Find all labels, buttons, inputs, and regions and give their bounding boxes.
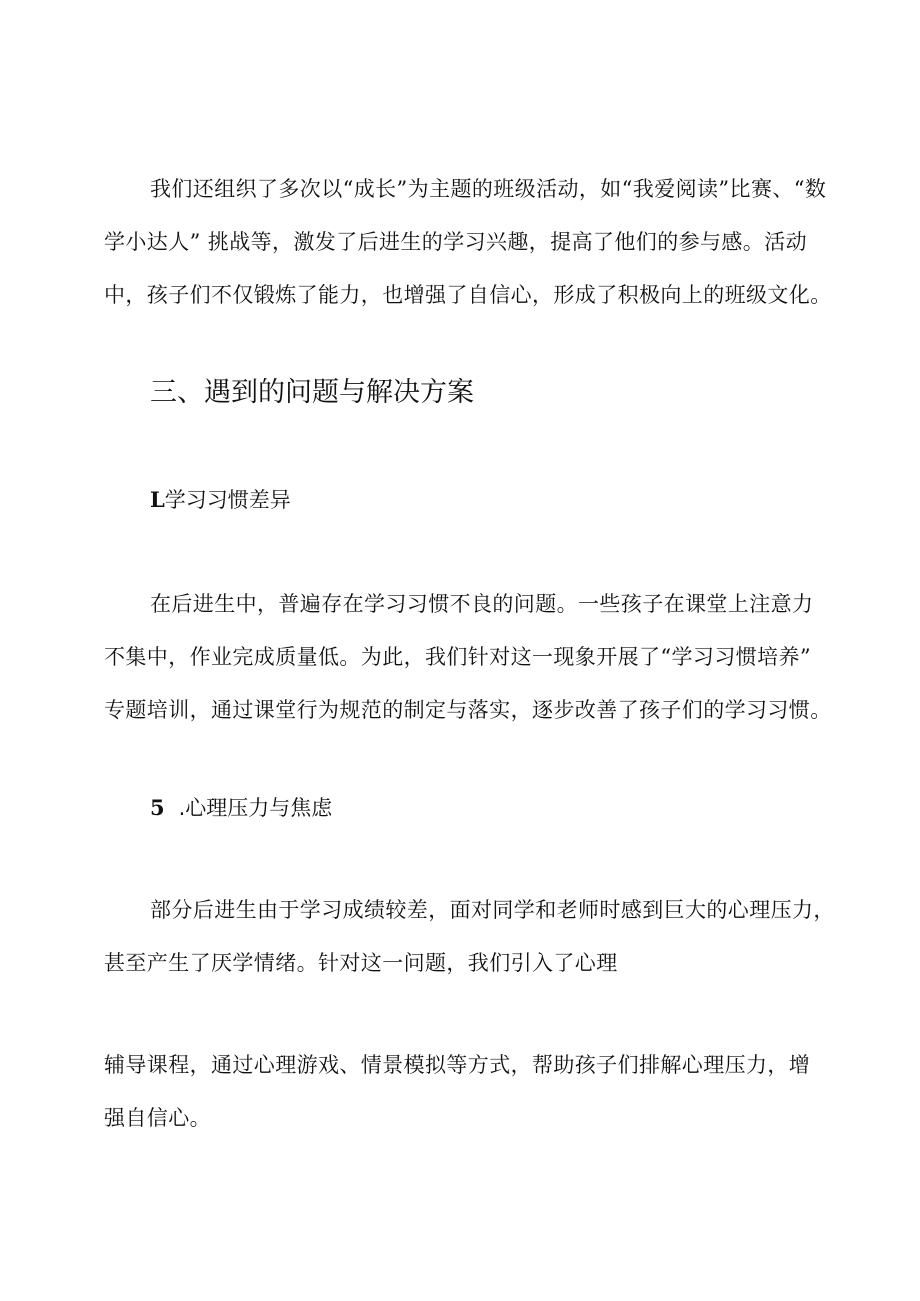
paragraph-line: 辅导课程，通过心理游戏、情景模拟等方式，帮助孩子们排解心理压力，增 [104, 1053, 811, 1077]
paragraph-psychological-pressure [104, 884, 835, 990]
subsection-title: 学习习惯差异 [164, 488, 291, 512]
paragraph-line: 在后进生中，普遍存在学习习惯不良的问题。一些孩子在课堂上注意力 [150, 592, 814, 616]
paragraph-line: 中，孩子们不仅锻炼了能力，也增强了自信心，形成了积极向上的班级文化。 [104, 283, 832, 307]
paragraph-line: 不集中，作业完成质量低。为此，我们针对这一现象开展了“学习习惯培养” [104, 645, 812, 669]
paragraph-line: 专题培训，通过课堂行为规范的制定与落实，逐步改善了孩子们的学习习惯。 [104, 698, 832, 722]
paragraph-line: 我们还组织了多次以“成长”为主题的班级活动，如“我爱阅读”比赛、“数 [150, 177, 827, 201]
paragraph-class-activities [104, 163, 832, 322]
subsection-number: L [150, 487, 165, 512]
paragraph-line: 学小达人” 挑战等，激发了后进生的学习兴趣，提高了他们的参与感。活动 [104, 230, 808, 254]
paragraph-line: 强自信心。 [104, 1106, 211, 1130]
subsection-heading-psychological-pressure [150, 791, 332, 825]
paragraph-counseling [104, 1039, 820, 1145]
section-heading: 三、遇到的问题与解决方案 [150, 377, 474, 408]
subsection-title: .心理压力与焦虑 [178, 796, 333, 820]
subsection-heading-study-habits [150, 483, 291, 517]
paragraph-line: 部分后进生由于学习成绩较差，面对同学和老师时感到巨大的心理压力， [150, 898, 835, 922]
paragraph-study-habits [104, 578, 832, 737]
paragraph-line: 甚至产生了厌学情绪。针对这一问题，我们引入了心理 [104, 951, 618, 975]
subsection-number: 5 [150, 795, 165, 820]
